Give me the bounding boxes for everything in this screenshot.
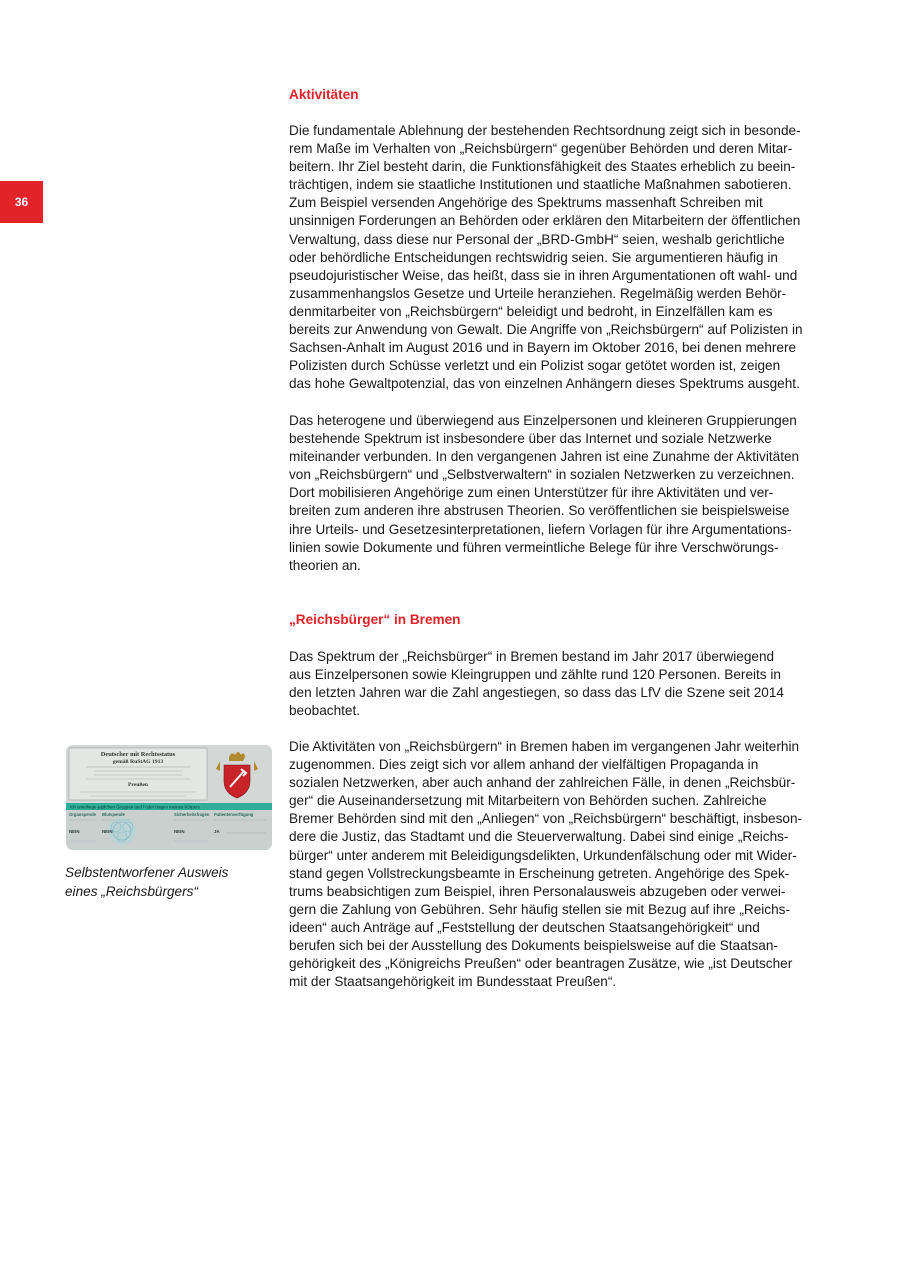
text-line: miteinander verbunden. In den vergangenen Jahren ist eine Zunahme der Aktivitäten [289,449,800,465]
card-title: Deutscher mit Rechtsstatus [100,751,176,758]
text-line: zugenommen. Dies zeigt sich vor allem anhand der vielfältigen Propaganda in [289,757,759,773]
text-line: stand gegen Vollstreckungsbeamte in Erscheinung getreten. Angehörige des Spek- [289,865,790,881]
text-line: ihre Urteils- und Gesetzesinterpretationen, liefern Vorlagen für ihre Argumentations- [289,521,792,537]
text-line: Das Spektrum der „Reichsbürger“ in Bremen bestand im Jahr 2017 überwiegend [289,649,775,664]
paragraph-rechtsordnung [289,122,837,393]
text-line: oder behördliche Entscheidungen rechtswidrig seien. Sie argumentieren häufig in [289,249,778,265]
val-nein-2: NEIN [102,829,113,834]
text-line: pseudojuristischer Weise, das heißt, dass sie in ihren Argumentationen oft wahl- und [289,267,798,283]
text-line: ideen“ auch Anträge auf „Feststellung der deutschen Staatsangehörigkeit“ und [289,919,760,935]
text-line: ger“ die Auseinandersetzung mit Mitarbeitern von Behörden suchen. Zahlreiche [289,793,767,809]
text-line: unsinnigen Forderungen an Behörden oder erklären den Mitarbeitern der öffentlichen [289,213,801,229]
text-line: dere die Justiz, das Stadtamt und die Steuerverwaltung. Dabei sind einige „Reichs- [289,829,789,845]
text-line: gehörigkeit des „Königreichs Preußen“ oder beantragen Zusätze, wie „ist Deutscher [289,956,793,972]
page-number-tab [0,181,43,223]
paragraph-bremen-aktivitaeten [289,738,837,991]
caption-line-2: eines „Reichsbürgers“ [65,883,198,899]
col-blutspende: Blutspende [102,812,125,817]
text-line: mit der Staatsangehörigkeit im Bundesstaat Preußen“. [289,974,617,990]
card-banner: Ich unterliege jeglichen Gruppen und / oder tragen meines Körpers [70,804,200,810]
text-line: beitern. Ihr Ziel besteht darin, die Funktionsfähigkeit des Staates erheblich zu beein- [289,159,796,175]
val-nein-1: NEIN [69,829,80,834]
text-line: bereits zur Anwendung von Gewalt. Die Angriffe von „Reichsbürgern“ auf Polizisten in [289,322,803,338]
val-ja: JA [214,829,220,834]
text-line: aus Einzelpersonen sowie Kleingruppen und zählte rund 120 Personen. Bereits in [289,667,781,683]
text-line: Dort mobilisieren Angehörige zum einen Unterstützer für ihre Aktivitäten und ver- [289,485,774,501]
text-line: das hohe Gewaltpotenzial, das von einzelnen Anhängern dieses Spektrums ausgeht. [289,376,800,392]
text-line: Zum Beispiel versenden Angehörige des Spektrums massenhaft Schreiben mit [289,195,763,211]
text-line: trächtigen, indem sie staatliche Institutionen und staatliche Maßnahmen sabotieren. [289,177,792,193]
figure-caption [65,864,280,901]
paragraph-bremen-spektrum [289,648,837,720]
text-line: berufen sich bei der Ausstellung des Dokuments beispielsweise auf die Staatsan- [289,938,778,954]
card-subtitle: gemäß RuStAG 1913 [112,759,164,765]
text-line: zusammenhangslos Gesetze und Urteile heranziehen. Regelmäßig werden Behör- [289,285,787,301]
text-line: gern die Zahlung von Gebühren. Sehr häufig stellen sie mit Bezug auf ihre „Reichs- [289,901,790,917]
val-nein-3: NEIN [174,829,185,834]
text-line: Verwaltung, dass diese nur Personal der „BRD-GmbH“ seien, weshalb gerichtliche [289,231,785,247]
text-line: den letzten Jahren war die Zahl angestiegen, so dass das LfV die Szene seit 2014 [289,685,784,701]
text-line: beobachtet. [289,703,361,719]
text-line: von „Reichsbürgern“ und „Selbstverwaltern“ in sozialen Netzwerken zu verzeichnen. [289,467,795,483]
text-line: breiten zum anderen ihre abstrusen Theorien. So veröffentlichen sie beispielsweise [289,503,790,519]
col-sicherheitsfragen: Sicherheitsfragen [174,812,210,817]
text-line: Bremer Behörden sind mit den „Anliegen“ von „Reichsbürgern“ beschäftigt, insbeson- [289,811,803,827]
col-organspende: Organspende [69,812,96,817]
text-line: trums beabsichtigen zum Beispiel, ihren Personalausweis abzugeben oder verwei- [289,883,786,899]
text-line: Polizisten durch Schüsse verletzt und ein Polizist sogar getötet worden ist, zeigen [289,358,781,374]
card-state: Preußen [127,782,149,788]
caption-line-1: Selbstentworfener Ausweis [65,865,229,880]
text-line: Die fundamentale Ablehnung der bestehenden Rechtsordnung zeigt sich in besonde- [289,123,801,138]
text-line: bürger“ unter anderem mit Beleidigungsdelikten, Urkundenfälschung oder mit Wider- [289,847,797,863]
text-line: Die Aktivitäten von „Reichsbürgern“ in Bremen haben im vergangenen Jahr weiterhin [289,739,800,754]
text-line: bestehende Spektrum ist insbesondere über das Internet und soziale Netzwerke [289,431,772,447]
text-line: theorien an. [289,557,361,573]
paragraph-spektrum-internet [289,412,837,575]
text-line: sozialen Netzwerken, aber auch anhand der zahlreichen Fälle, in denen „Reichsbür- [289,775,796,791]
text-line: rem Maße im Verhalten von „Reichsbürgern“ gegenüber Behörden und deren Mitar- [289,141,793,157]
heading-reichsbuerger-bremen: „Reichsbürger“ in Bremen [289,612,461,627]
heading-aktivitaeten: Aktivitäten [289,87,359,102]
page-number: 36 [14,195,29,209]
text-line: Das heterogene und überwiegend aus Einzelpersonen und kleineren Gruppierungen [289,413,797,428]
text-line: denmitarbeiter von „Reichsbürgern“ beleidigt und bedroht, in Einzelfällen kam es [289,303,773,319]
id-card-drawing [66,745,272,850]
fake-id-card-image [66,745,272,850]
text-line: Sachsen-Anhalt im August 2016 und in Bayern im Oktober 2016, bei denen mehrere [289,340,797,356]
text-line: linien sowie Dokumente und führen vermeintliche Belege für ihre Verschwörungs- [289,539,779,555]
col-patientenverfuegung: Patientenverfügung [214,812,254,817]
